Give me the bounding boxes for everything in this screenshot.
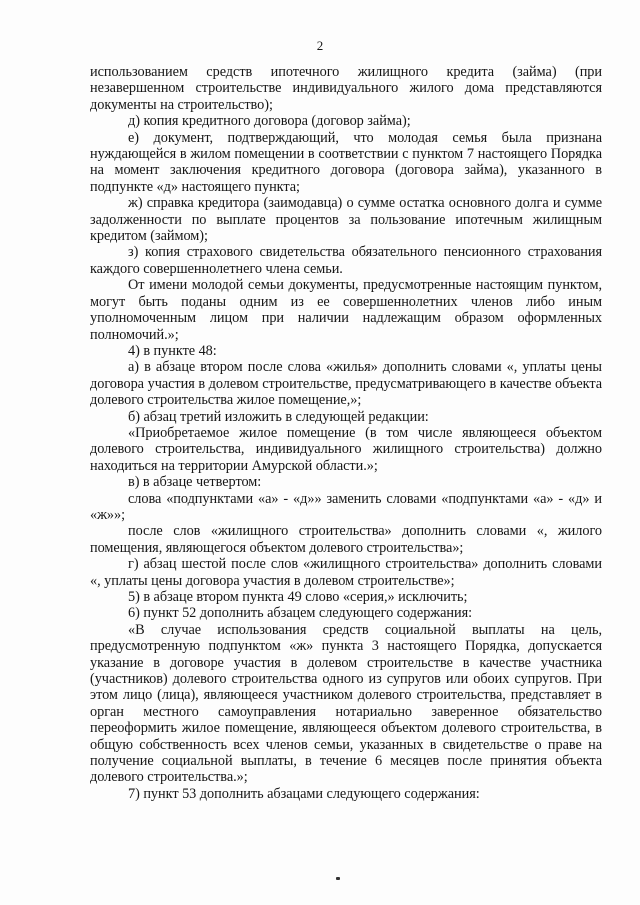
paragraph-item-g: г) абзац шестой после слов «жилищного строительства» дополнить словами «, уплаты цены договора участия в долевом строительстве»; [90, 556, 602, 589]
paragraph-point-7: 7) пункт 53 дополнить абзацами следующего содержания: [128, 785, 480, 802]
paragraph-continuation: использованием средств ипотечного жилищного кредита (займа) (при незавершенном строительстве индивидуального жилого дома представляются документы на строительство); [90, 64, 602, 113]
paragraph-item-zh: ж) справка кредитора (заимодавца) о сумме остатка основного долга и сумме задолженности по выплате процентов за пользование ипотечным жилищным кредитом (займом); [90, 195, 602, 245]
paragraph-item-b: б) абзац третий изложить в следующей редакции: [128, 408, 429, 425]
paragraph-point-4: 4) в пункте 48: [128, 342, 217, 359]
paragraph-item-v: в) в абзаце четвертом: [128, 474, 262, 491]
scan-mark [336, 877, 340, 880]
paragraph-point-5: 5) в абзаце втором пункта 49 слово «серия,» исключить; [128, 589, 468, 605]
paragraph-item-e: е) документ, подтверждающий, что молодая семья была признана нуждающейся в жилом помещении в соответствии с пунктом 7 настоящего Порядка на момент заключения кредитного договора (договора займа), указанного в подпункте «д» настоящего пункта; [90, 129, 602, 195]
paragraph-item-a: а) в абзаце втором после слова «жилья» дополнить словами «, уплаты цены договора участия в долевом строительстве, предусматривающего в качестве объекта долевого строительства жилое помещение,»; [90, 359, 602, 409]
paragraph-after-words: после слов «жилищного строительства» дополнить словами «, жилого помещения, являющегося объектом долевого строительства»; [90, 523, 602, 556]
document-body [90, 64, 602, 802]
paragraph-quoted-property: «Приобретаемое жилое помещение (в том числе являющееся объектом долевого строительства, индивидуального жилищного строительства) должно находиться на территории Амурской области.»; [90, 424, 602, 474]
paragraph-representative: От имени молодой семьи документы, предусмотренные настоящим пунктом, могут быть поданы одним из ее совершеннолетних членов либо иным уполномоченным лицом при наличии надлежащим образом оформленных полномочий.»; [90, 277, 602, 343]
paragraph-item-z: з) копия страхового свидетельства обязательного пенсионного страхования каждого совершеннолетнего члена семьи. [90, 244, 602, 277]
paragraph-quoted-case: «В случае использования средств социальной выплаты на цель, предусмотренную подпунктом «ж» пункта 3 настоящего Порядка, допускается указание в договоре участия в долевом строительстве в качестве участника (участников) долевого строительства одного из супругов или обоих супругов. При этом лицо (лица), являющееся участником долевого строительства, представляет в орган местного самоуправления нотариально заверенное обязательство переоформить жилое помещение, являющееся объектом долевого строительства, в общую собственность всех членов семьи, указанных в свидетельстве о праве на получение социальной выплаты, в течение 6 месяцев после принятия объекта долевого строительства.»; [90, 621, 602, 786]
paragraph-point-6: 6) пункт 52 дополнить абзацем следующего содержания: [128, 605, 473, 622]
paragraph-words-replace: слова «подпунктами «а» - «д»» заменить словами «подпунктами «а» - «д» и «ж»»; [90, 490, 602, 523]
paragraph-item-d: д) копия кредитного договора (договор займа); [128, 113, 411, 130]
page-number: 2 [316, 38, 324, 53]
